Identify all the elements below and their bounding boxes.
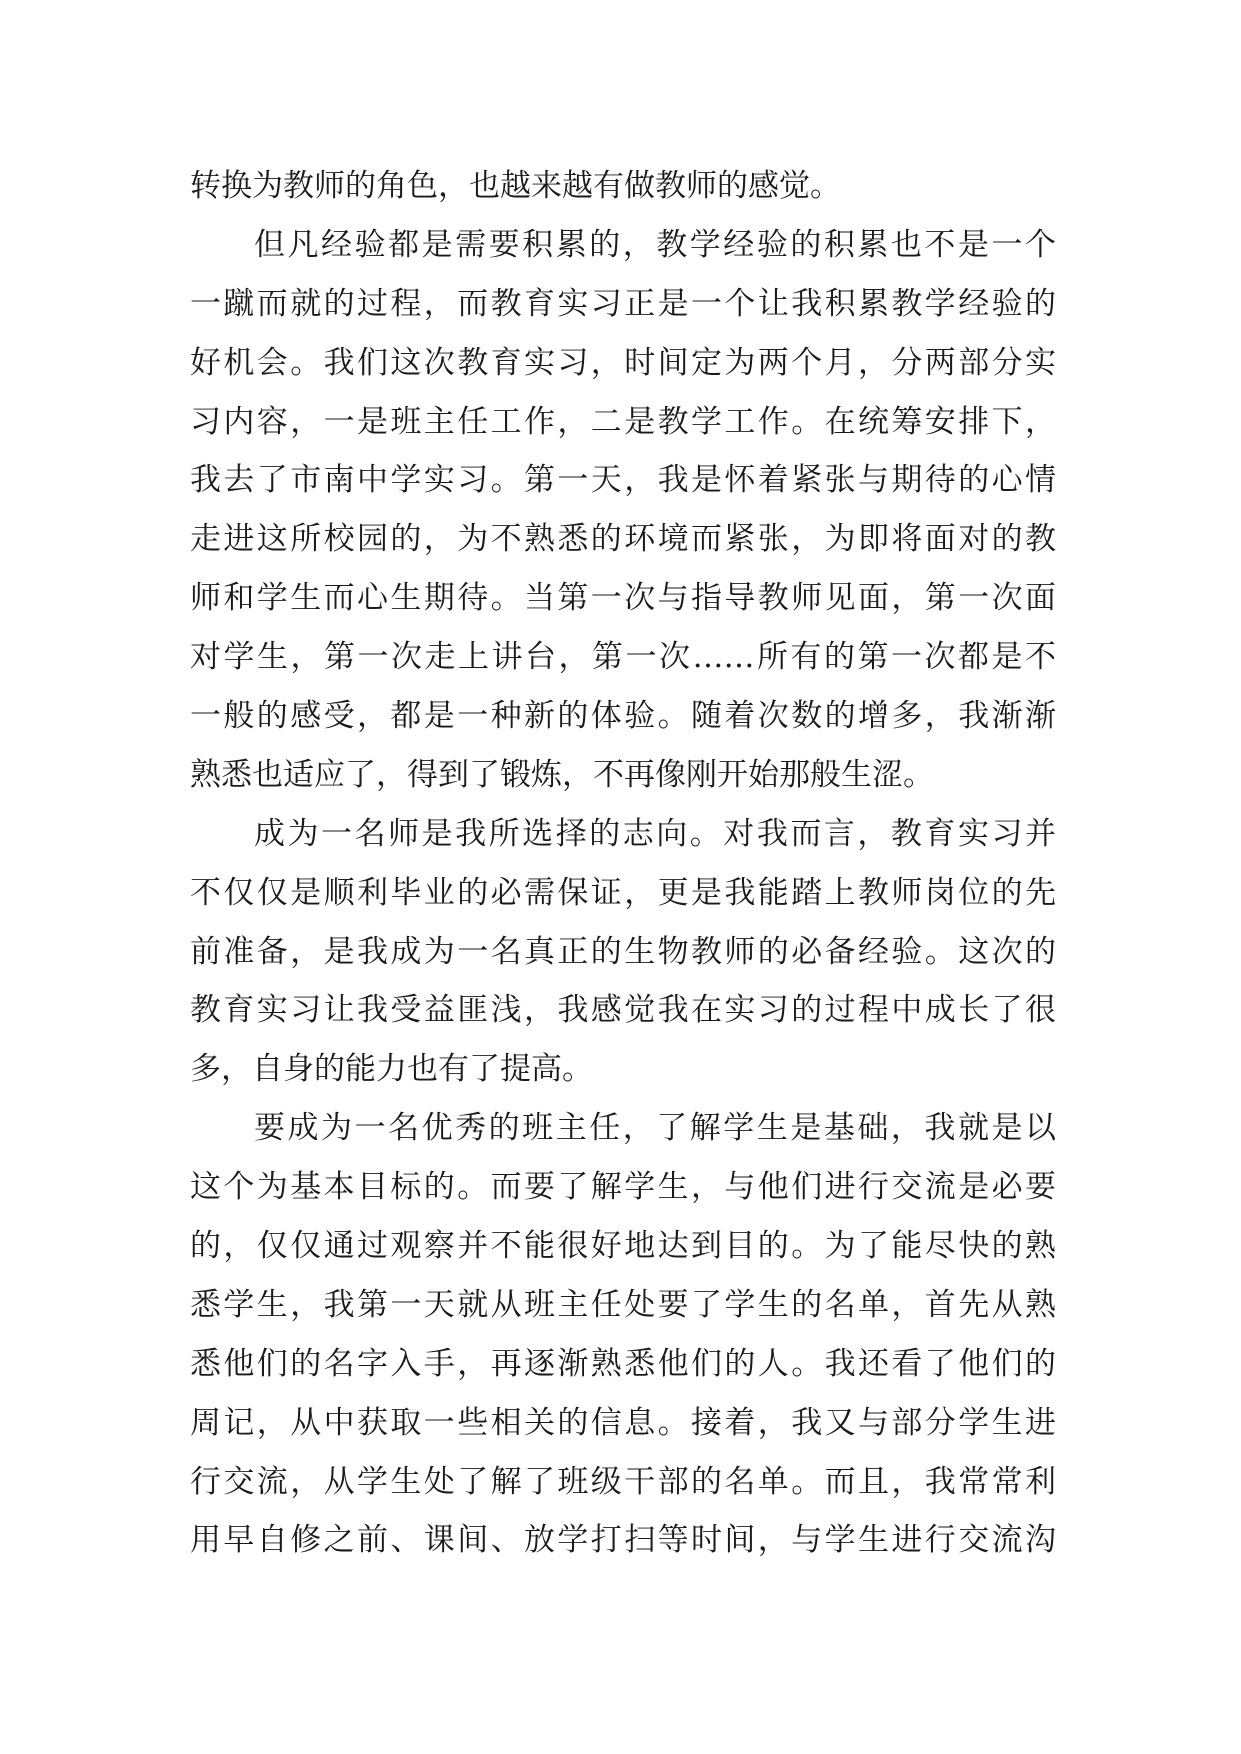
text-line: 这个为基本目标的。而要了解学生，与他们进行交流是必要 xyxy=(190,1169,1056,1206)
document-body xyxy=(190,157,1056,1570)
text-line: 走进这所校园的，为不熟悉的环境而紧张，为即将面对的教 xyxy=(190,521,1056,558)
text-line: 教育实习让我受益匪浅，我感觉我在实习的过程中成长了很 xyxy=(190,992,1056,1029)
text-line: 用早自修之前、课间、放学打扫等时间，与学生进行交流沟 xyxy=(190,1522,1056,1559)
text-line: 一般的感受，都是一种新的体验。随着次数的增多，我渐渐 xyxy=(190,698,1056,735)
paragraph-first-line: 要成为一名优秀的班主任，了解学生是基础，我就是以 xyxy=(254,1110,1056,1147)
text-line: 习内容，一是班主任工作，二是教学工作。在统筹安排下， xyxy=(190,403,1056,440)
text-line: 熟悉也适应了，得到了锻炼，不再像刚开始那般生涩。 xyxy=(190,756,934,793)
paragraph-first-line: 成为一名师是我所选择的志向。对我而言，教育实习并 xyxy=(254,815,1056,852)
text-line: 悉他们的名字入手，再逐渐熟悉他们的人。我还看了他们的 xyxy=(190,1345,1056,1382)
text-line: 周记，从中获取一些相关的信息。接着，我又与部分学生进 xyxy=(190,1404,1056,1441)
text-line: 一蹴而就的过程，而教育实习正是一个让我积累教学经验的 xyxy=(190,285,1056,322)
text-line: 悉学生，我第一天就从班主任处要了学生的名单，首先从熟 xyxy=(190,1286,1056,1323)
text-line: 师和学生而心生期待。当第一次与指导教师见面，第一次面 xyxy=(190,580,1056,617)
text-line: 前准备，是我成为一名真正的生物教师的必备经验。这次的 xyxy=(190,933,1056,970)
paragraph-first-line: 但凡经验都是需要积累的，教学经验的积累也不是一个 xyxy=(254,226,1056,263)
text-line: 转换为教师的角色，也越来越有做教师的感觉。 xyxy=(190,168,841,204)
text-line: 不仅仅是顺利毕业的必需保证，更是我能踏上教师岗位的先 xyxy=(190,874,1056,911)
text-line: 多，自身的能力也有了提高。 xyxy=(190,1051,593,1088)
text-line: 我去了市南中学实习。第一天，我是怀着紧张与期待的心情 xyxy=(190,462,1056,499)
text-line: 对学生，第一次走上讲台，第一次……所有的第一次都是不 xyxy=(190,639,1056,676)
text-line: 的，仅仅通过观察并不能很好地达到目的。为了能尽快的熟 xyxy=(190,1228,1056,1265)
text-line: 好机会。我们这次教育实习，时间定为两个月，分两部分实 xyxy=(190,344,1056,381)
text-line: 行交流，从学生处了解了班级干部的名单。而且，我常常利 xyxy=(190,1463,1056,1500)
